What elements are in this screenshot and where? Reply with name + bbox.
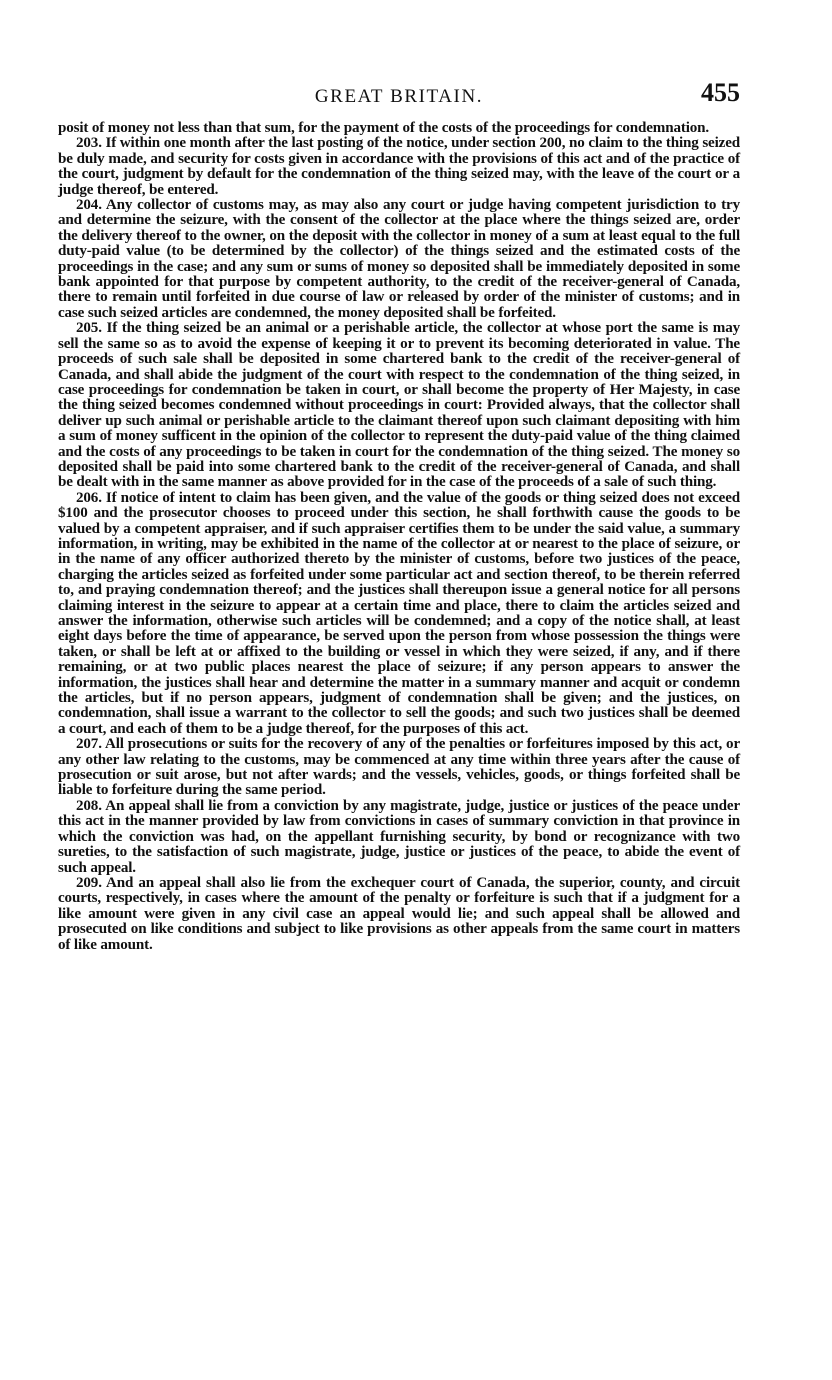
section-208: 208. An appeal shall lie from a conviction by any magistrate, judge, justice or justices of the peace under this act in the manner provided by law from convictions in cases of summary conviction in that province in which the conviction was had, on the appellant furnishing security, by bond or recognizance with two sureties, to the satisfaction of such magistrate, judge, justice or justices of the peace, to abide the event of such appeal. (58, 797, 740, 876)
section-204: 204. Any collector of customs may, as may also any court or judge having competent jurisdiction to try and determine the seizure, with the consent of the collector at the place where the things seized are, order the delivery thereof to the owner, on the deposit with the collector in money of a sum at least equal to the full duty-paid value (to be determined by the collector) of the things seized and the estimated costs of the proceedings in the case; and any sum or sums of money so deposited shall be immediately deposited in some bank appointed for that purpose by competent authority, to the credit of the receiver-general of Canada, there to remain until forfeited in due course of law or released by order of the minister of customs; and in case such seized articles are condemned, the money deposited shall be forfeited. (58, 197, 740, 321)
page-header (58, 78, 740, 112)
section-209: 209. And an appeal shall also lie from the exchequer court of Canada, the superior, county, and circuit courts, respectively, in cases where the amount of the penalty or forfeiture is such that if a judgment for a like amount were given in any civil case an appeal would lie; and such appeal shall be allowed and prosecuted on like conditions and subject to like provisions as other appeals from the same court in matters of like amount. (58, 874, 740, 953)
section-203: 203. If within one month after the last posting of the notice, under section 200, no claim to the thing seized be duly made, and security for costs given in accordance with the provisions of this act and of the practice of the court, judgment by default for the condemnation of the thing seized may, with the leave of the court or a judge thereof, be entered. (58, 135, 740, 198)
section-205: 205. If the thing seized be an animal or a perishable article, the collector at whose port the same is may sell the same so as to avoid the expense of keeping it or to prevent its becoming deteriorated in value. The proceeds of such sale shall be deposited in some chartered bank to the credit of the receiver-general of Canada, and shall abide the judgment of the court with respect to the condemnation of the thing seized, in case proceedings for condemnation be taken in court, or shall become the property of Her Majesty, in case the thing seized becomes condemned without proceedings in court: Provided always, that the collector shall deliver up such animal or perishable article to the claimant thereof upon such claimant depositing with him a sum of money sufficent in the opinion of the collector to represent the duty-paid value of the thing claimed and the costs of any proceedings to be taken in court for the condemnation of the thing seized. The money so deposited shall be paid into some chartered bank to the credit of the receiver-general of Canada, and shall be dealt with in the same manner as above provided for in the case of the proceeds of a sale of such thing. (58, 320, 740, 491)
page-body (58, 121, 740, 953)
section-207: 207. All prosecutions or suits for the recovery of any of the penalties or forfeitures imposed by this act, or any other law relating to the customs, may be commenced at any time within three years after the cause of prosecution or suit arose, but not after wards; and the vessels, vehicles, goods, or things forfeited shall be liable to forfeiture during the same period. (58, 736, 740, 799)
paragraph-continuation: posit of money not less than that sum, for the payment of the costs of the proceedings for condemnation. (58, 120, 710, 136)
running-title: GREAT BRITAIN. (314, 86, 484, 107)
page-number: 455 (701, 78, 740, 107)
section-206: 206. If notice of intent to claim has been given, and the value of the goods or thing seized does not exceed $100 and the prosecutor chooses to proceed under this section, he shall forthwith cause the goods to be valued by a competent appraiser, and if such appraiser certifies them to be under the said value, a summary information, in writing, may be exhibited in the name of the collector at or nearest to the place of seizure, or in the name of any officer authorized thereto by the minister of customs, before two justices of the peace, charging the articles seized as forfeited under some particular act and section thereof, to be therein referred to, and praying condemnation thereof; and the justices shall thereupon issue a general notice for all persons claiming interest in the seizure to appear at a certain time and place, there to claim the articles seized and answer the information, otherwise such articles will be condemned; and a copy of the notice shall, at least eight days before the time of appearance, be served upon the person from whose possession the things were taken, or shall be left at or affixed to the building or vessel in which they were seized, if any, and if there remaining, or at two public places nearest the place of seizure; if any person appears to answer the information, the justices shall hear and determine the matter in a summary manner and acquit or condemn the articles, but if no person appears, judgment of condemnation shall be given; and the justices, on condemnation, shall issue a warrant to the collector to sell the goods; and such two justices shall be deemed a court, and each of them to be a judge thereof, for the purposes of this act. (58, 489, 740, 737)
